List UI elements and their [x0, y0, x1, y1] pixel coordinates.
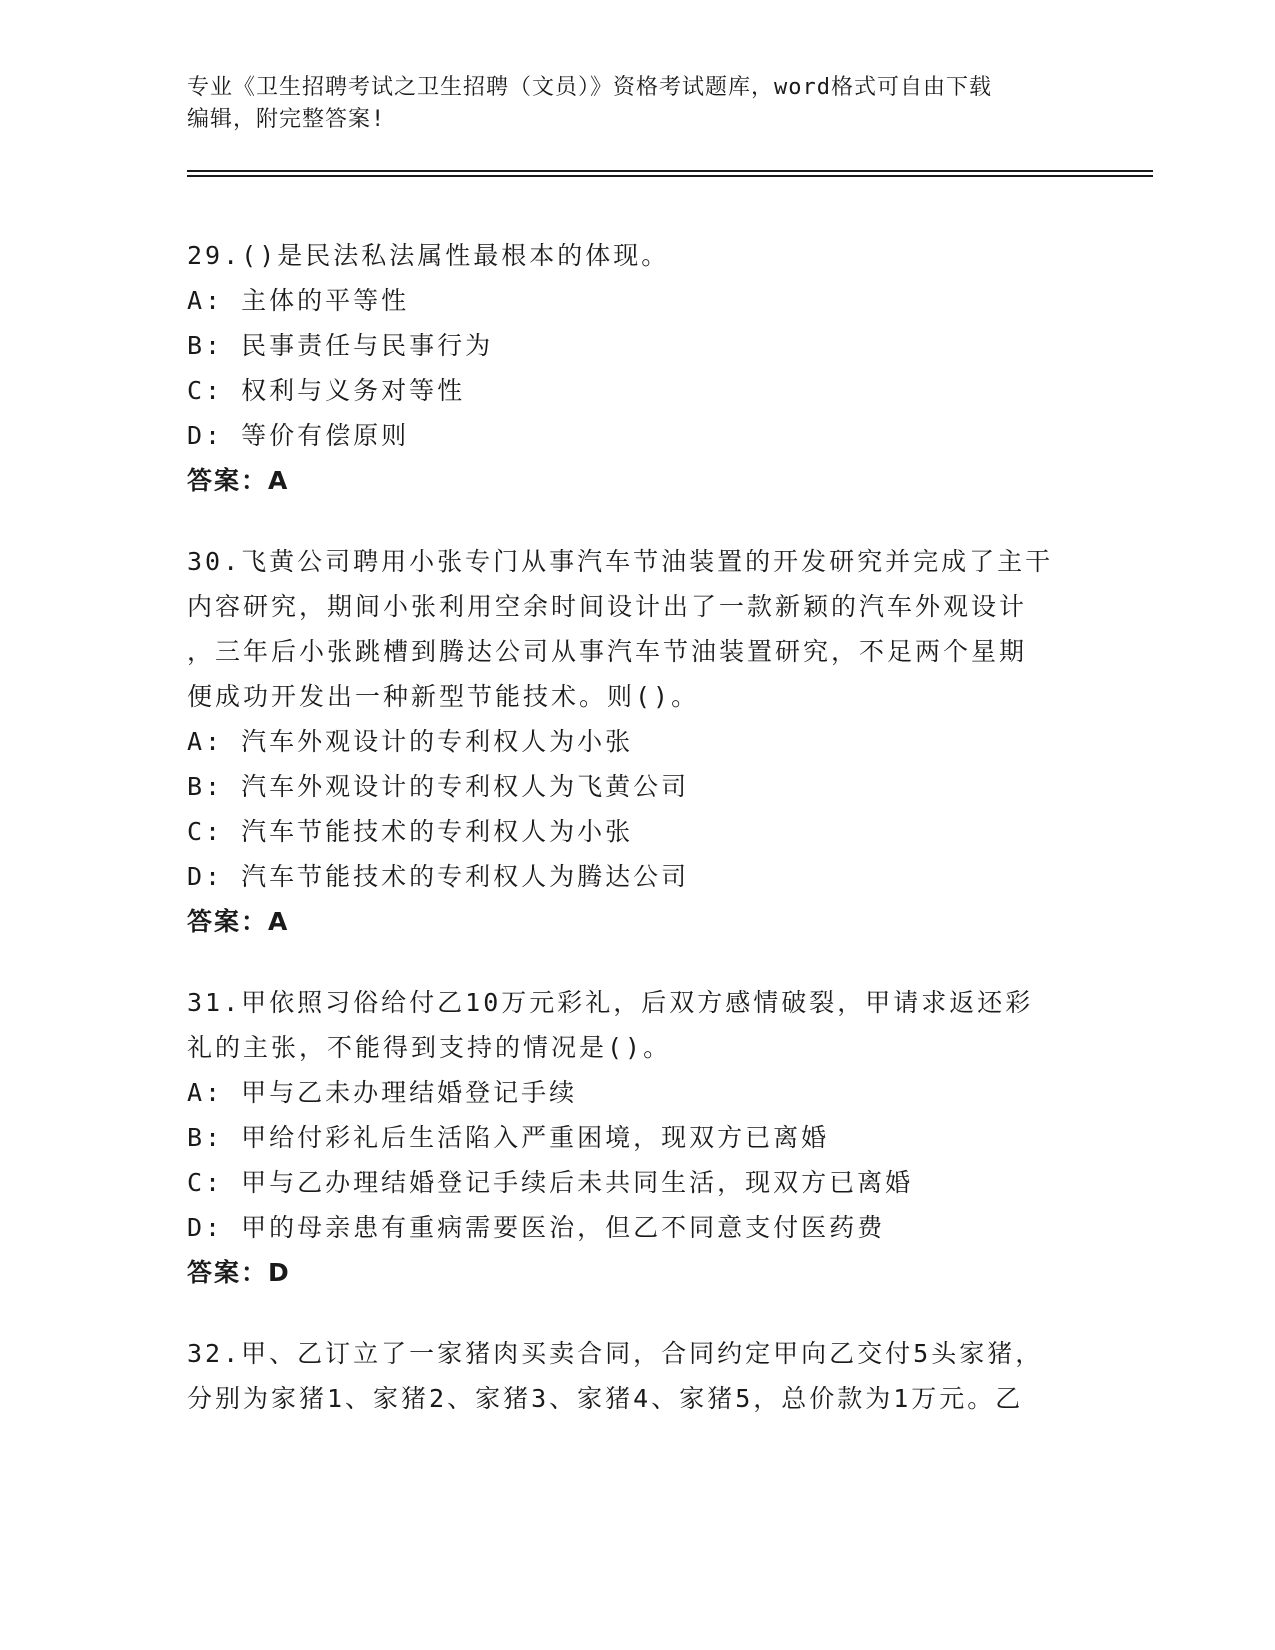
question-stem-line: 30.飞黄公司聘用小张专门从事汽车节油装置的开发研究并完成了主干: [187, 547, 1054, 576]
option-d: D: 汽车节能技术的专利权人为腾达公司: [187, 862, 690, 891]
answer: 答案：A: [187, 907, 290, 936]
question-stem-line: 礼的主张，不能得到支持的情况是()。: [187, 1033, 672, 1062]
option-b: B: 甲给付彩礼后生活陷入严重困境，现双方已离婚: [187, 1123, 830, 1152]
question-list: [187, 233, 1087, 1457]
option-b: B: 汽车外观设计的专利权人为飞黄公司: [187, 772, 690, 801]
header-divider-bottom: [187, 175, 1153, 177]
header-divider-top: [187, 170, 1153, 172]
question-stem-line: 便成功开发出一种新型节能技术。则()。: [187, 682, 700, 711]
answer: 答案：A: [187, 466, 290, 495]
header-line-2: 编辑，附完整答案!: [187, 107, 386, 132]
question-32: [187, 1331, 1087, 1421]
question-stem-line: 31.甲依照习俗给付乙10万元彩礼，后双方感情破裂，甲请求返还彩: [187, 988, 1034, 1017]
question-stem-line: 32.甲、乙订立了一家猪肉买卖合同，合同约定甲向乙交付5头家猪，: [187, 1339, 1044, 1368]
question-stem-line: ，三年后小张跳槽到腾达公司从事汽车节油装置研究，不足两个星期: [187, 637, 1028, 666]
question-stem-line: 29.()是民法私法属性最根本的体现。: [187, 241, 670, 270]
option-b: B: 民事责任与民事行为: [187, 331, 494, 360]
question-31: [187, 980, 1087, 1295]
option-d: D: 甲的母亲患有重病需要医治，但乙不同意支付医药费: [187, 1213, 886, 1242]
option-a: A: 汽车外观设计的专利权人为小张: [187, 727, 634, 756]
option-c: C: 汽车节能技术的专利权人为小张: [187, 817, 634, 846]
header-line-1: 专业《卫生招聘考试之卫生招聘（文员）》资格考试题库，word格式可自由下载: [187, 75, 992, 100]
option-a: A: 甲与乙未办理结婚登记手续: [187, 1078, 578, 1107]
option-a: A: 主体的平等性: [187, 286, 410, 315]
question-29: [187, 233, 1087, 503]
question-30: [187, 539, 1087, 944]
option-d: D: 等价有偿原则: [187, 421, 410, 450]
answer: 答案：D: [187, 1258, 291, 1287]
question-stem-line: 内容研究，期间小张利用空余时间设计出了一款新颖的汽车外观设计: [187, 592, 1028, 621]
option-c: C: 甲与乙办理结婚登记手续后未共同生活，现双方已离婚: [187, 1168, 914, 1197]
question-stem-line: 分别为家猪1、家猪2、家猪3、家猪4、家猪5，总价款为1万元。乙: [187, 1384, 1024, 1413]
document-header: [187, 72, 1067, 136]
option-c: C: 权利与义务对等性: [187, 376, 466, 405]
